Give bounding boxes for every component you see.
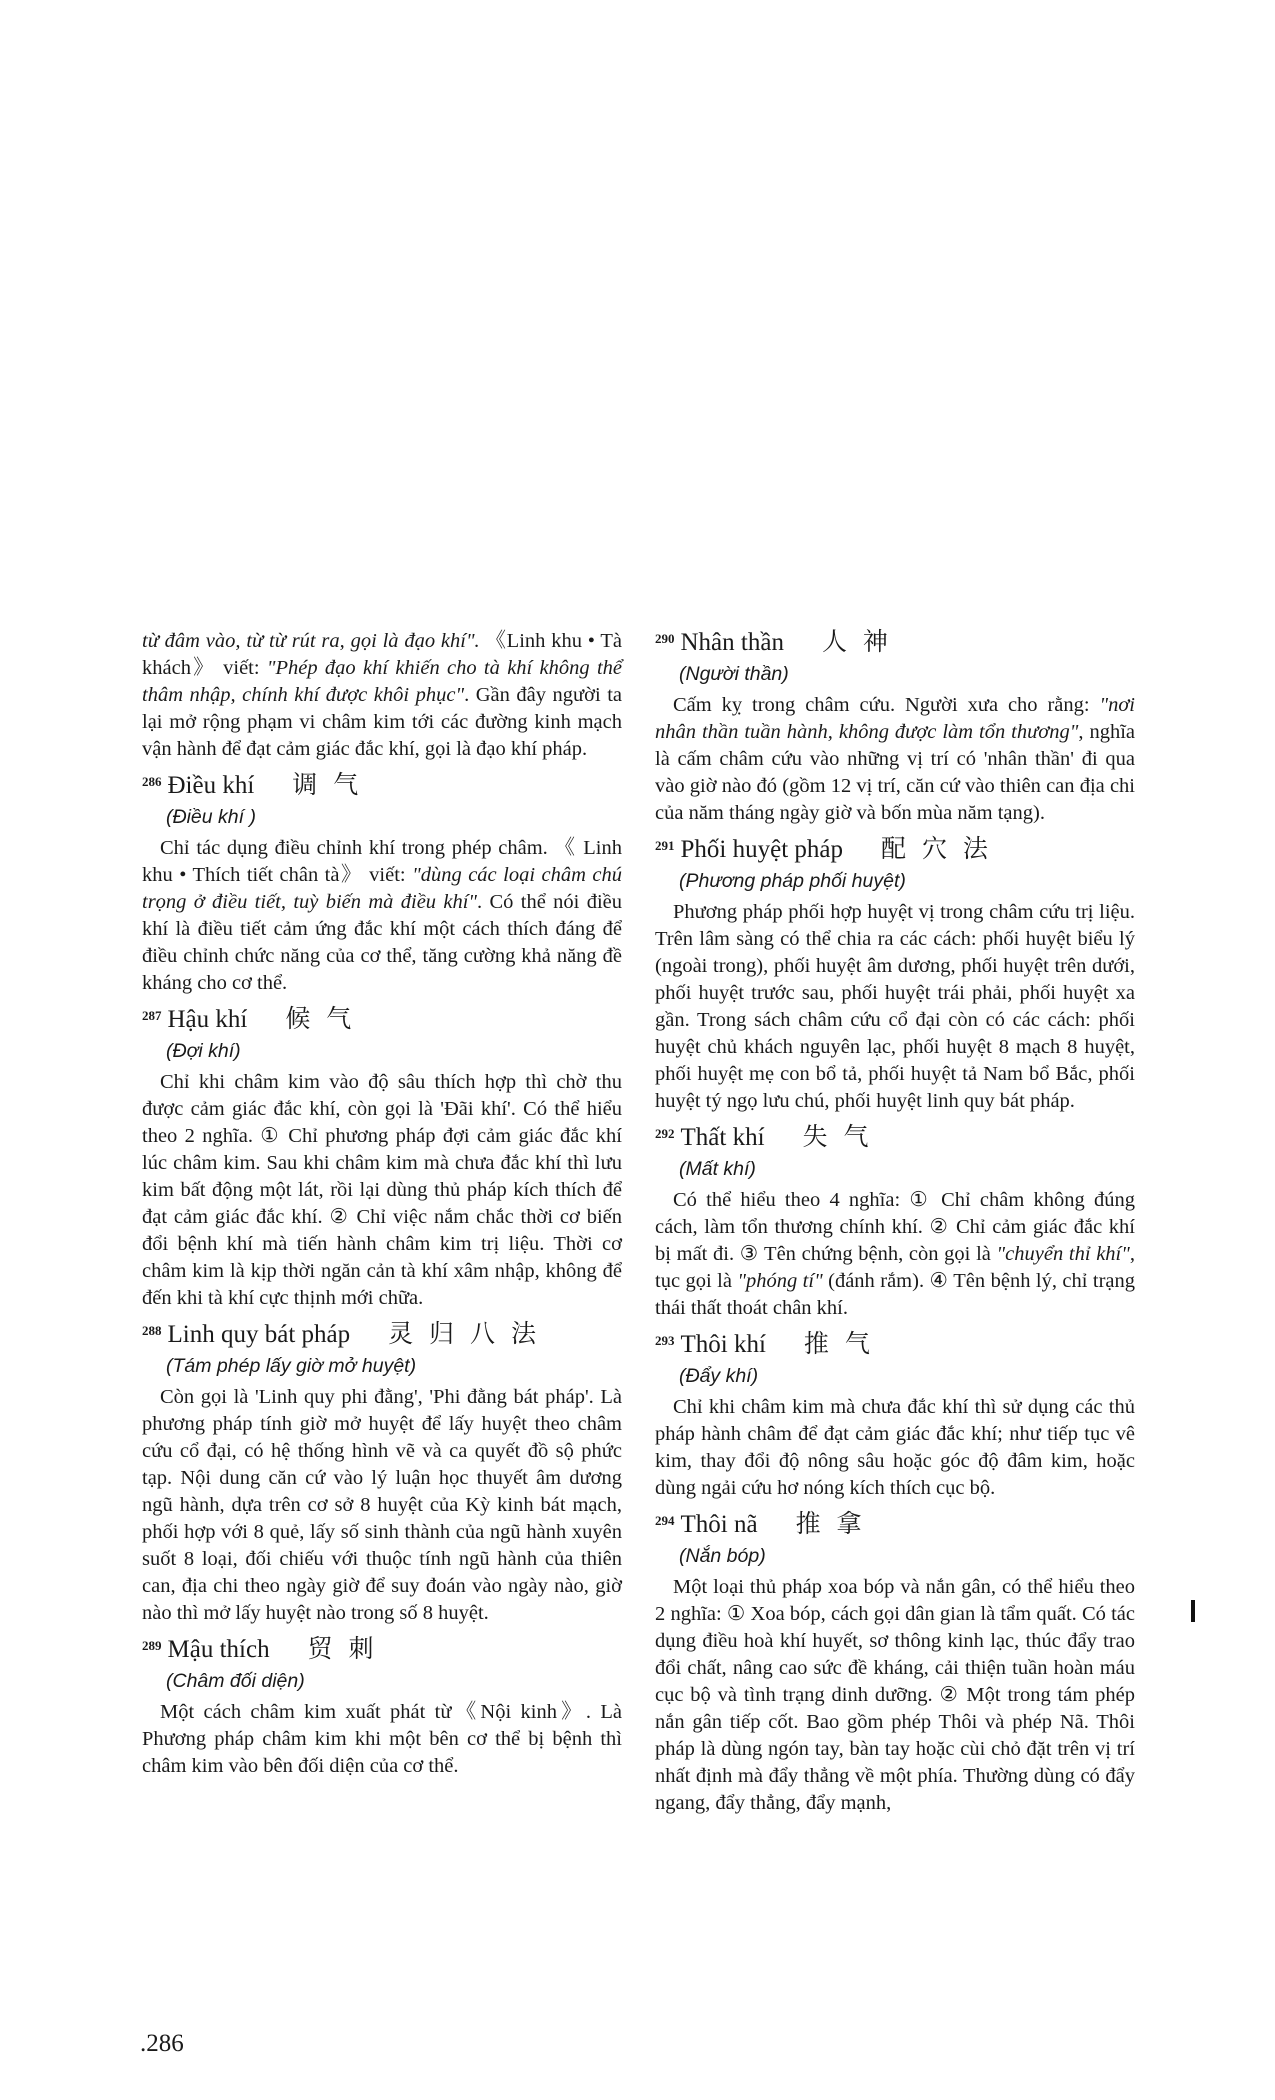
entry-hanzi: 灵 归 八 法: [388, 1319, 540, 1348]
entry-subtitle: (Nắn bóp): [679, 1545, 766, 1567]
intro-text-a: 《Linh khu • Tà khách》 viết:: [142, 630, 622, 679]
body-text: Cấm kỵ trong châm cứu. Người xưa cho rằng:: [673, 694, 1100, 716]
entry-term: Nhân thần: [680, 629, 784, 656]
page-number: .286: [140, 2030, 184, 2057]
entry-number: 292: [655, 1126, 675, 1141]
body-text: . Có thể nói điều khí là điều tiết cảm ứng đắc khí một cách thích đáng để điều chỉnh chức năng của cơ thể, tăng cường khả năng đề kháng cho cơ thể.: [142, 891, 622, 994]
entry-heading: [142, 1005, 622, 1036]
entry-heading: [655, 1330, 1135, 1361]
entry-heading: [142, 1635, 622, 1666]
left-column: [142, 628, 622, 1780]
continued-paragraph: [142, 628, 622, 763]
entry-body: Chỉ khi châm kim mà chưa đắc khí thì sử dụng các thủ pháp hành châm để đạt cảm giác đắc khí; như tiếp tục vê kim, thay đổi độ nông sâu hoặc góc độ đâm kim, hoặc dùng ngải cứu hơ nóng kích thích cục bộ.: [655, 1396, 1135, 1499]
entry-289: [142, 1635, 622, 1780]
entry-heading: [655, 628, 1135, 659]
entry-term: Thôi nã: [680, 1511, 758, 1538]
entry-number: 289: [142, 1638, 162, 1653]
entry-term: Thất khí: [680, 1124, 765, 1151]
body-text: Chỉ tác dụng điều chỉnh khí trong phép châm. 《 Linh khu • Thích tiết chân tà》 viết:: [142, 837, 622, 886]
entry-subtitle: (Điều khí ): [166, 806, 256, 828]
entry-heading: [655, 1510, 1135, 1541]
entry-hanzi: 调 气: [292, 770, 363, 799]
entry-290: [655, 628, 1135, 827]
entry-number: 288: [142, 1323, 162, 1338]
body-quote: "chuyển thỉ khí": [996, 1243, 1130, 1265]
intro-quote: "Phép đạo khí khiến cho tà khí không thể thâm nhập, chính khí được khôi phục": [142, 657, 622, 706]
entry-subtitle: (Châm đối diện): [166, 1670, 305, 1692]
entry-term: Linh quy bát pháp: [167, 1321, 351, 1348]
entry-subtitle: (Đẩy khí): [679, 1365, 759, 1387]
entry-hanzi: 候 气: [285, 1004, 356, 1033]
entry-subtitle: (Đợi khí): [166, 1040, 241, 1062]
entry-body: Còn gọi là 'Linh quy phi đằng', 'Phi đằng bát pháp'. Là phương pháp tính giờ mở huyệt để lấy huyệt theo châm cứu cổ đại, có hệ thống hình vẽ và ca quyết đồ sộ phức tạp. Nội dung căn cứ vào lý luận học thuyết âm dương ngũ hành, dựa trên cơ sở 8 huyệt của Kỳ kinh bát mạch, phối hợp với 8 quẻ, lấy số sinh thành của ngũ hành xuyên suốt 8 loại, đối chiếu với thuộc tính ngũ hành của thiên can, địa chi theo ngày giờ để suy đoán vào ngày nào, giờ nào thì mở lấy huyệt nào trong số 8 huyệt.: [142, 1386, 622, 1624]
entry-hanzi: 推 气: [803, 1329, 874, 1358]
intro-text-b: . Gần đây người ta lại mở rộng phạm vi châm kim tới các đường kinh mạch vận hành để đạt cảm giác đắc khí, gọi là đạo khí pháp.: [142, 684, 622, 760]
entry-subtitle: (Tám phép lấy giờ mở huyệt): [166, 1355, 417, 1377]
body-quote: "dùng các loại châm chú trọng ở điều tiết, tuỳ biến mà điều khí": [142, 864, 622, 913]
entry-term: Hậu khí: [167, 1006, 248, 1033]
entry-291: [655, 835, 1135, 1115]
body-quote: "nơi nhân thần tuần hành, không được làm tổn thương": [655, 694, 1135, 743]
entry-number: 290: [655, 631, 675, 646]
entry-body: Chỉ khi châm kim vào độ sâu thích hợp thì chờ thu được cảm giác đắc khí, còn gọi là 'Đãi khí'. Có thể hiểu theo 2 nghĩa. ① Chỉ phương pháp đợi cảm giác đắc khí lúc châm kim. Sau khi châm kim mà chưa đắc khí thì lưu kim bất động một lát, rồi lại dùng thủ pháp kích thích để đạt cảm giác đắc khí. ② Chỉ việc nắm chắc thời cơ biến đổi bệnh khí mà tiến hành châm kim trị liệu. Thời cơ châm kim là kịp thời ngăn cản tà khí xâm nhập, không để đến khi tà khí cực thịnh mới chữa.: [142, 1071, 622, 1309]
entry-hanzi: 失 气: [802, 1122, 873, 1151]
entry-body: Phương pháp phối hợp huyệt vị trong châm cứu trị liệu. Trên lâm sàng có thể chia ra các cách: phối huyệt biểu lý (ngoài trong), phối huyệt âm dương, phối huyệt trên dưới, phối huyệt trước sau, phối huyệt trái phải, phối huyệt xa gần. Trong sách châm cứu cổ đại còn có các cách: phối huyệt chủ khách nguyên lạc, phối huyệt 8 mạch 8 huyệt, phối huyệt mẹ con bổ tả, phối huyệt tả Nam bổ Bắc, phối huyệt tý ngọ lưu chú, phối huyệt linh quy bát pháp.: [655, 901, 1135, 1112]
entry-287: [142, 1005, 622, 1312]
entry-body: [655, 1187, 1135, 1322]
body-text: , tục gọi là: [655, 1243, 1135, 1292]
body-text: (đánh rắm). ④ Tên bệnh lý, chỉ trạng thái thất thoát chân khí.: [655, 1270, 1136, 1319]
entry-hanzi: 配 穴 法: [881, 834, 992, 863]
body-quote: "phóng tí": [737, 1270, 823, 1292]
entry-subtitle: (Mất khí): [679, 1158, 756, 1180]
entry-body: [142, 835, 622, 997]
entry-294: [655, 1510, 1135, 1817]
margin-mark: [1191, 1600, 1195, 1622]
entry-term: Phối huyệt pháp: [680, 836, 843, 863]
entry-293: [655, 1330, 1135, 1502]
entry-body: [655, 692, 1135, 827]
entry-number: 294: [655, 1513, 675, 1528]
entry-number: 293: [655, 1333, 675, 1348]
entry-hanzi: 推 拿: [795, 1509, 866, 1538]
entry-body: Một loại thủ pháp xoa bóp và nắn gân, có thể hiểu theo 2 nghĩa: ① Xoa bóp, cách gọi dân gian là tẩm quất. Có tác dụng điều hoà khí huyết, sơ thông kinh lạc, thúc đẩy trao đổi chất, nâng cao sức đề kháng, cải thiện tuần hoàn máu cục bộ và tình trạng dinh dưỡng. ② Một trong tám phép nắn gân tiếp cốt. Bao gồm phép Thôi và phép Nã. Thôi pháp là dùng ngón tay, bàn tay hoặc cùi chỏ đặt trên vị trí nhất định mà đẩy thẳng về một phía. Thường dùng có đẩy ngang, đẩy thẳng, đẩy mạnh,: [655, 1576, 1135, 1814]
entry-hanzi: 人 神: [821, 627, 892, 656]
body-text: , nghĩa là cấm châm cứu vào những vị trí có 'nhân thần' đi qua vào giờ nào đó (gồm 12 vị trí, căn cứ vào thiên can địa chi của năm tháng ngày giờ và bốn mùa năm tạng).: [655, 721, 1135, 824]
entry-number: 286: [142, 774, 162, 789]
entry-heading: [655, 1123, 1135, 1154]
entry-body: Một cách châm kim xuất phát từ《Nội kinh》. Là Phương pháp châm kim khi một bên cơ thể bị bệnh thì châm kim vào bên đối diện của cơ thể.: [142, 1701, 622, 1777]
right-column: [655, 628, 1135, 1817]
entry-number: 287: [142, 1008, 162, 1023]
entry-288: [142, 1320, 622, 1627]
entry-term: Điều khí: [167, 772, 255, 799]
entry-subtitle: (Phương pháp phối huyệt): [679, 870, 906, 892]
intro-italic: từ đâm vào, từ từ rút ra, gọi là đạo khí".: [142, 630, 486, 652]
entry-number: 291: [655, 838, 675, 853]
entry-term: Thôi khí: [680, 1331, 766, 1358]
entry-heading: [655, 835, 1135, 866]
entry-subtitle: (Người thần): [679, 663, 789, 685]
body-text: Có thể hiểu theo 4 nghĩa: ① Chỉ châm không đúng cách, làm tổn thương chính khí. ② Chỉ cảm giác đắc khí bị mất đi. ③ Tên chứng bệnh, còn gọi là: [655, 1189, 1135, 1265]
entry-heading: [142, 1320, 622, 1351]
entry-292: [655, 1123, 1135, 1322]
entry-heading: [142, 771, 622, 802]
entry-286: [142, 771, 622, 997]
entry-term: Mậu thích: [167, 1636, 270, 1663]
entry-hanzi: 贸 刺: [307, 1634, 378, 1663]
